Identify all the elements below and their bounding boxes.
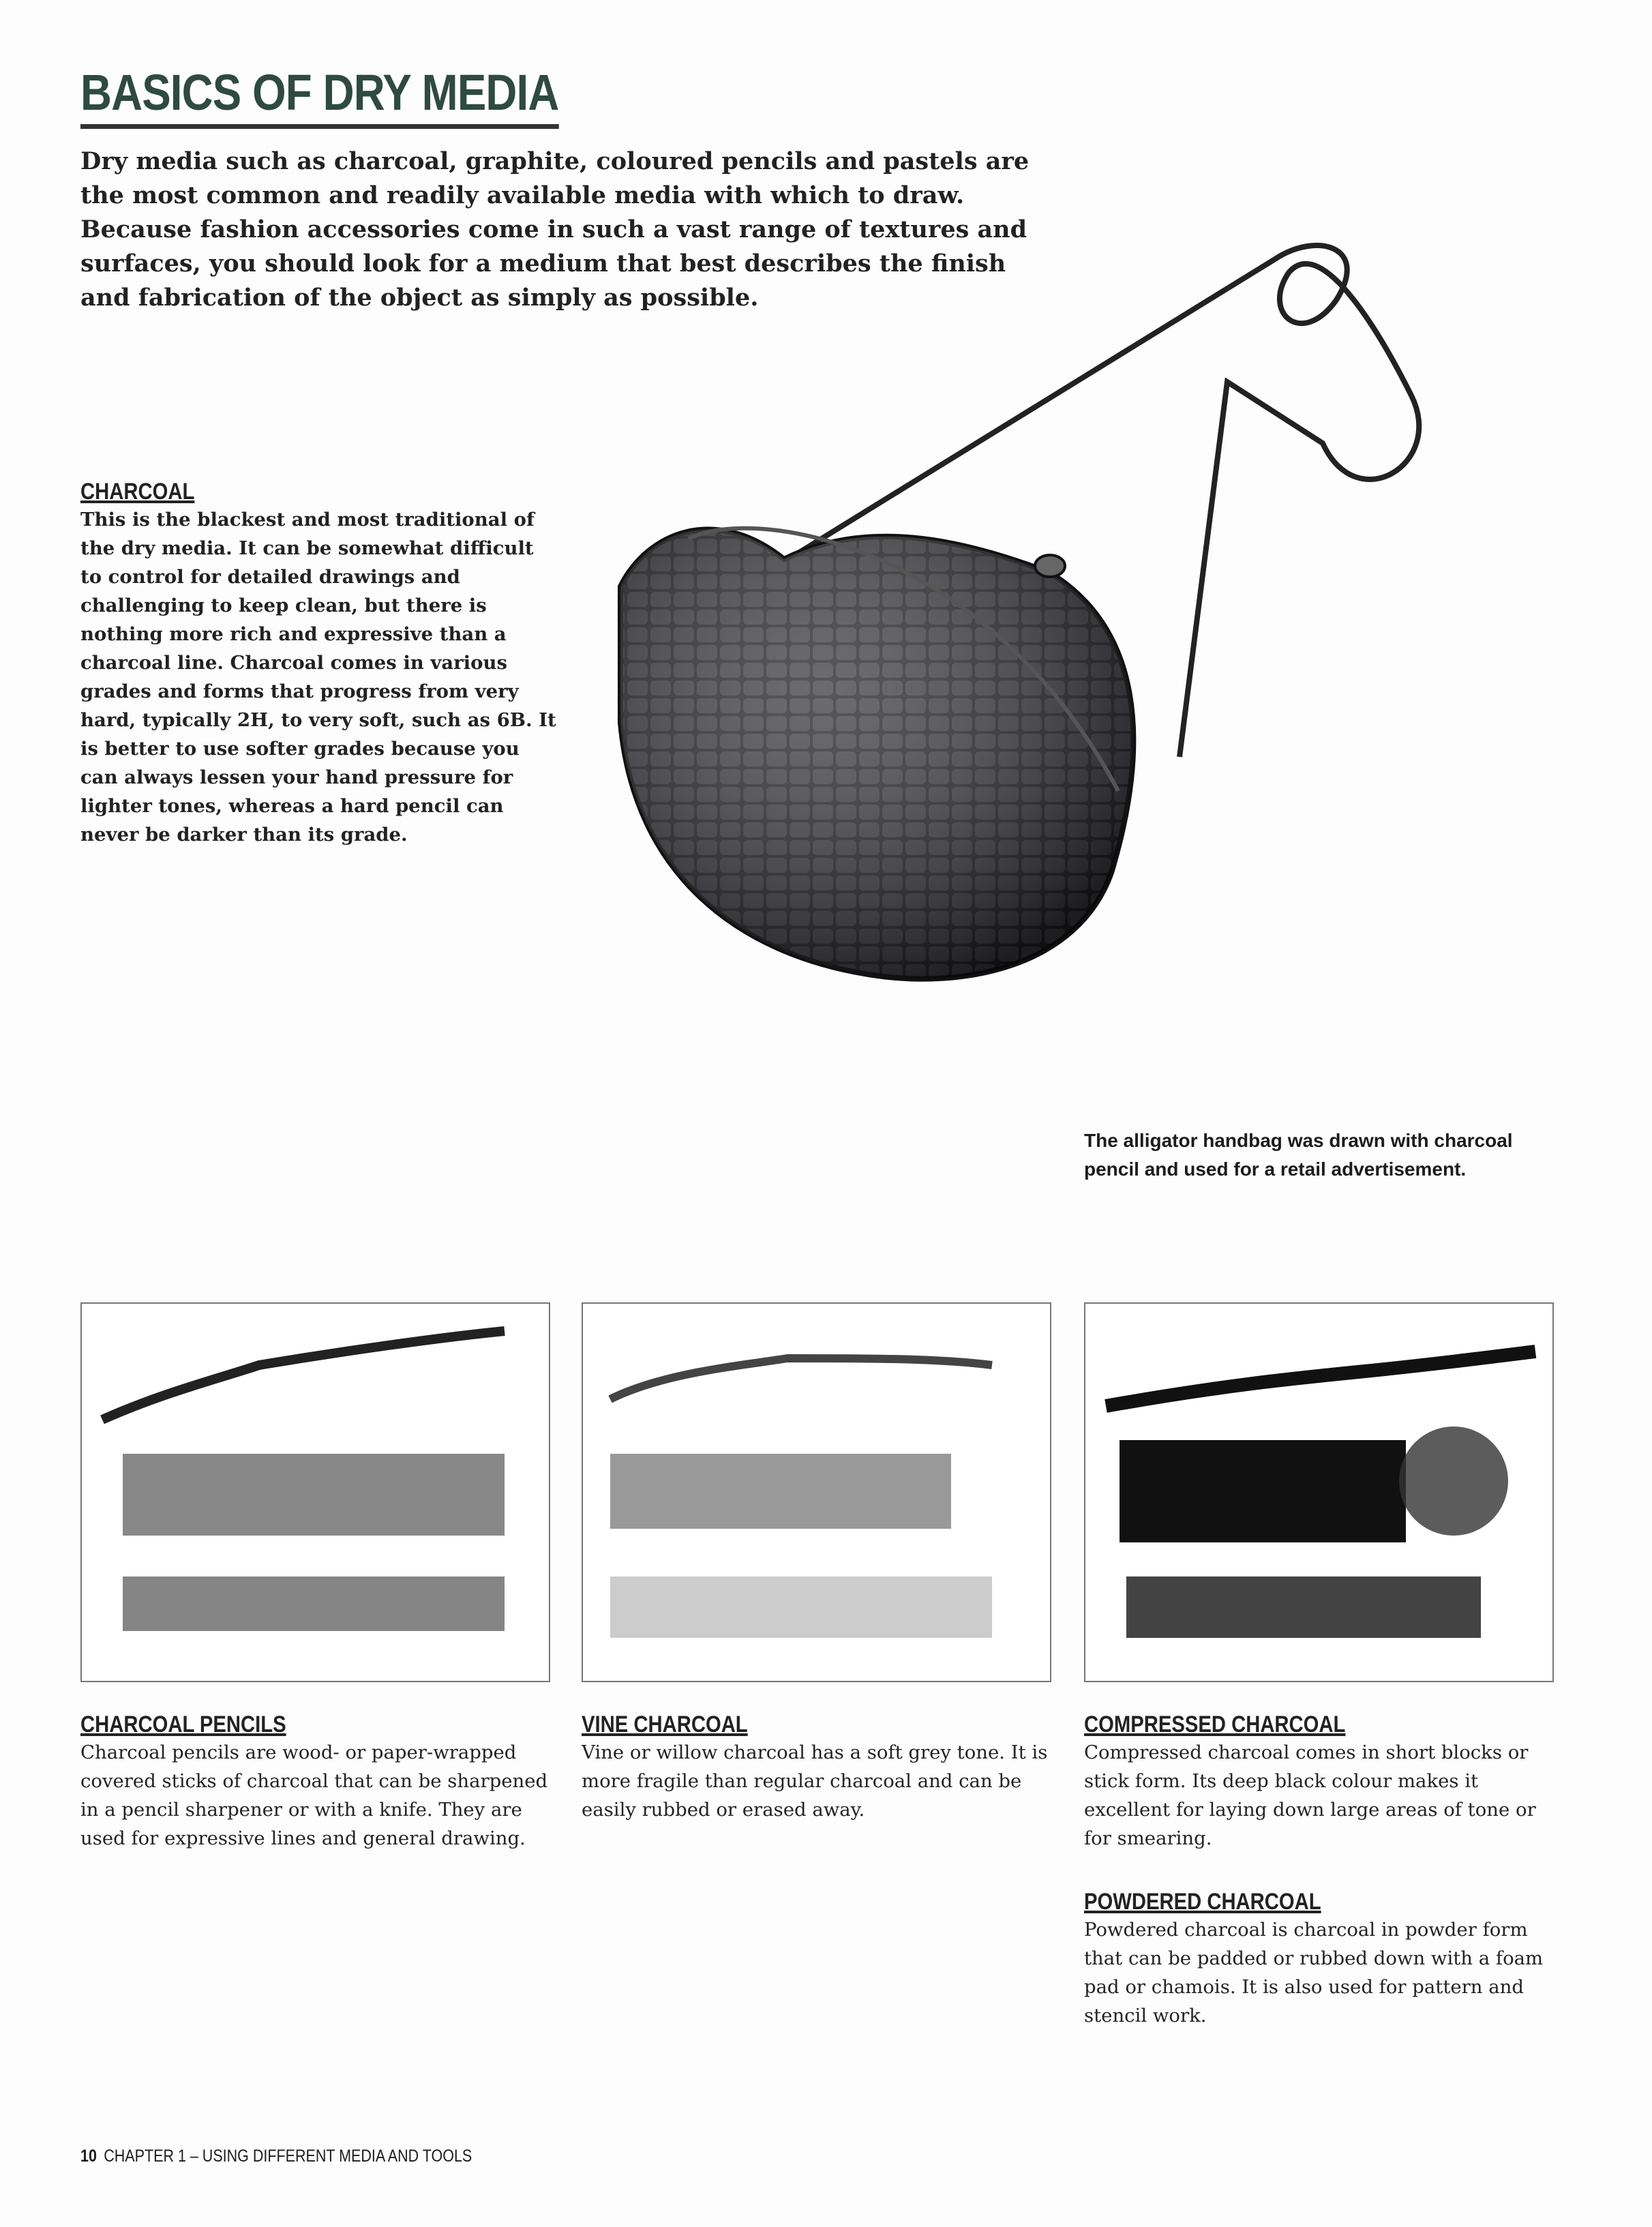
compressed-charcoal-section <box>1084 1712 1561 1853</box>
section-body: Compressed charcoal comes in short blocks or stick form. Its deep black colour makes it excellent for laying down large areas of tone or for smearing. <box>1084 1742 1536 1849</box>
vine-charcoal-section <box>582 1712 1059 1824</box>
charcoal-pencils-section <box>80 1712 558 1853</box>
illustration-caption: The alligator handbag was drawn with charcoal pencil and used for a retail advertisement. <box>1084 1130 1513 1180</box>
page-number: 10 <box>80 2147 97 2166</box>
section-body: Vine or willow charcoal has a soft grey tone. It is more fragile than regular charcoal and can be easily rubbed or erased away. <box>582 1742 1048 1821</box>
powdered-charcoal-section <box>1084 1889 1561 2030</box>
section-body: Charcoal pencils are wood- or paper-wrapped covered sticks of charcoal that can be sharpened in a pencil sharpener or with a knife. They are used for expressive lines and general drawing. <box>80 1742 548 1849</box>
handbag-illustration <box>580 218 1568 1159</box>
section-body: Powdered charcoal is charcoal in powder form that can be padded or rubbed down with a foam pad or chamois. It is also used for pattern and stencil work. <box>1084 1919 1544 2027</box>
section-heading: VINE CHARCOAL <box>582 1712 748 1737</box>
compressed-charcoal-swatch <box>1084 1302 1554 1682</box>
chapter-title: CHAPTER 1 – USING DIFFERENT MEDIA AND TOOLS <box>104 2147 472 2166</box>
charcoal-pencil-swatch <box>80 1302 550 1682</box>
section-heading: POWDERED CHARCOAL <box>1084 1889 1321 1915</box>
charcoal-section <box>80 479 558 849</box>
section-heading: CHARCOAL PENCILS <box>80 1712 286 1737</box>
charcoal-heading: CHARCOAL <box>80 479 195 505</box>
charcoal-body: This is the blackest and most traditional of the dry media. It can be somewhat difficult to control for detailed drawings and challenging to keep clean, but there is nothing more rich and expressive than a charcoal line. Charcoal comes in various grades and forms that progress from very hard, typically 2H, to very soft, such as 6B. It is better to use softer grades because you can always lessen your hand pressure for lighter tones, whereas a hard pencil can never be darker than its grade. <box>80 509 556 846</box>
intro-paragraph: Dry media such as charcoal, graphite, coloured pencils and pastels are the most common and readily available media with which to draw. Because fashion accessories come in such a vast range of textures and surfaces, you should look for a medium that best describes the finish and fabrication of the object as simply as possible. <box>80 147 1030 312</box>
page-footer <box>80 2147 472 2166</box>
vine-charcoal-swatch <box>582 1302 1051 1682</box>
page-title: BASICS OF DRY MEDIA <box>80 63 558 129</box>
section-heading: COMPRESSED CHARCOAL <box>1084 1712 1346 1737</box>
